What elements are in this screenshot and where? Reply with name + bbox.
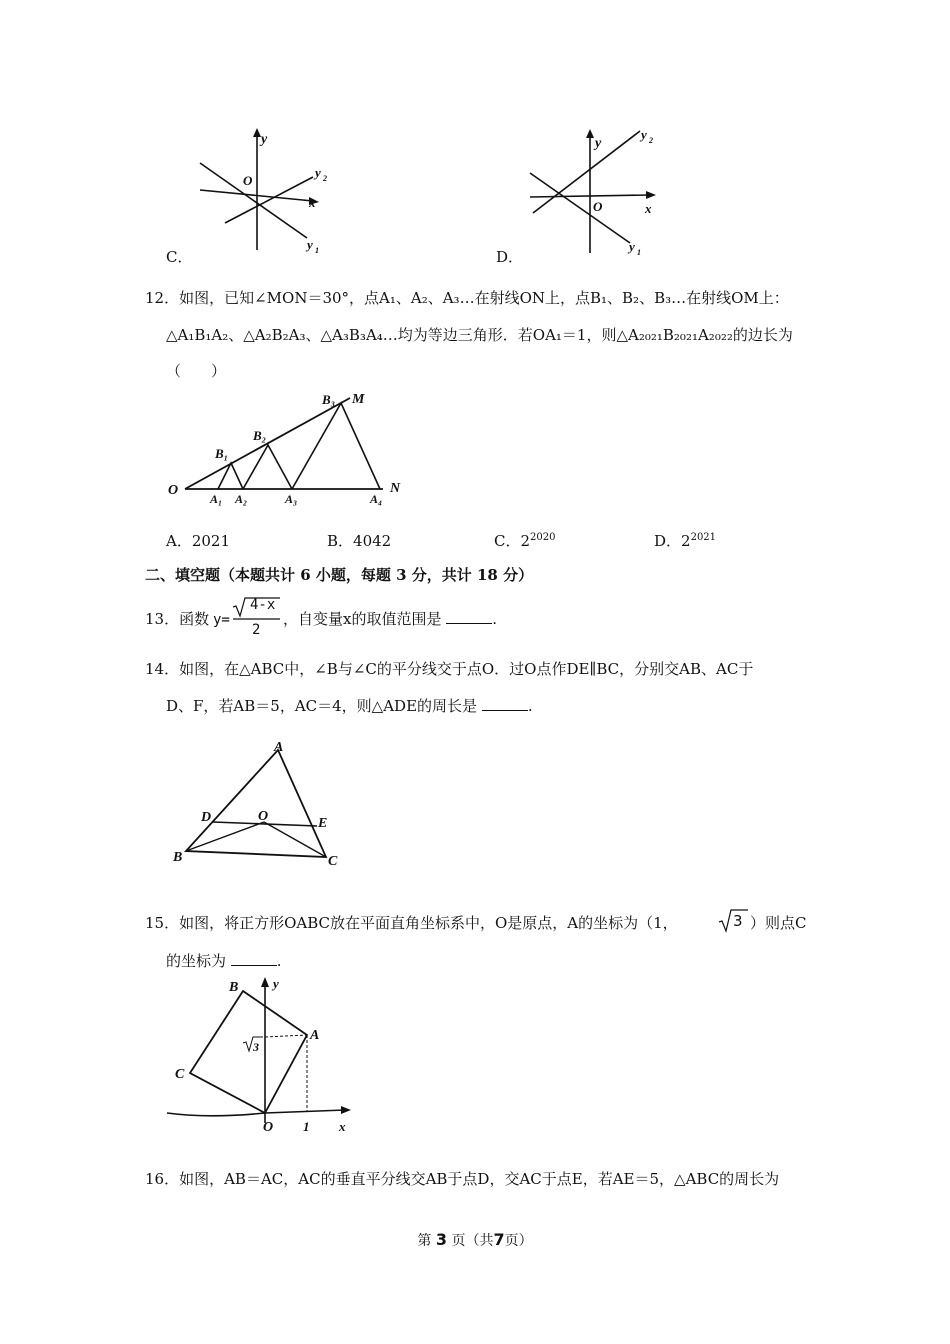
q16-number: 16． (145, 1170, 180, 1188)
q12-figure (165, 388, 415, 513)
q15-text-line2: 的坐标为 (166, 952, 227, 970)
label-one: 1 (303, 1119, 310, 1134)
q13-suffix-group (283, 608, 497, 629)
axis-y-label: y (595, 136, 602, 151)
label-B: B (229, 980, 239, 995)
q15-line1 (145, 912, 678, 933)
q13-answer-blank[interactable] (446, 611, 492, 624)
q14-text-line1: 如图，在△ABC中，∠B与∠C的平分线交于点O．过O点作DE∥BC，分别交AB、AC于 (179, 660, 754, 678)
q11-figure-d (525, 125, 675, 260)
q12-text-line1: 如图，已知∠MON＝30°，点A₁、A₂、A₃…在射线ON上，点B₁、B₂、B₃…在射线OM上： (179, 289, 789, 307)
choice-c-exponent: 2020 (530, 532, 556, 543)
label-O: O (258, 809, 269, 824)
q14-answer-blank[interactable] (482, 698, 528, 711)
y1-label: y (307, 237, 313, 252)
q12-line2: △A₁B₁A₂、△A₂B₂A₃、△A₃B₃A₄…均为等边三角形．若OA₁＝1，则△A₂₀₂₁B₂₀₂₁A₂₀₂₂的边长为 (166, 326, 793, 344)
label-B2: B₂ (253, 428, 267, 443)
axis-x-label: x (309, 195, 316, 210)
choice-d-exponent: 2021 (690, 532, 717, 543)
y1-subscript: 1 (315, 246, 319, 255)
label-A2: A₂ (235, 492, 248, 506)
q12-choice-d[interactable] (654, 530, 716, 551)
q14-line2 (166, 695, 533, 716)
q11-figure-c (195, 125, 345, 260)
label-C: C (175, 1067, 185, 1082)
label-M: M (352, 392, 365, 407)
q16-text-line1: 如图，AB＝AC，AC的垂直平分线交AB于点D，交AC于点E，若AE＝5，△ABC的周长为 (179, 1170, 780, 1188)
axis-y-label: y (261, 132, 268, 147)
q12-choice-b[interactable]: B．4042 (327, 532, 392, 550)
origin-label: O (593, 199, 603, 214)
label-D: D (201, 810, 212, 825)
q15-text-line1: 如图，将正方形OABC放在平面直角坐标系中，O是原点，A的坐标为（1， (179, 914, 678, 932)
label-root3: 3 (253, 1040, 259, 1054)
label-y: y (273, 976, 279, 991)
q13-denominator: 2 (252, 622, 261, 638)
label-A1: A₁ (210, 492, 223, 506)
label-N: N (390, 481, 401, 496)
label-x: x (339, 1119, 346, 1134)
label-O: O (263, 1120, 274, 1135)
axis-x-label: x (645, 201, 652, 216)
footer-pre: 第 (417, 1233, 432, 1249)
footer-total-pages: 7 (493, 1230, 505, 1249)
section2-heading: 二、填空题（本题共计 6 小题，每题 3 分，共计 18 分） (145, 566, 534, 584)
footer-mid: 页（共 (451, 1233, 494, 1249)
y1-subscript: 1 (637, 248, 641, 257)
q15-sqrt3-value: 3 (733, 912, 743, 930)
q13-number-prefix (145, 608, 209, 629)
q11-option-c-label: C． (166, 248, 193, 266)
label-E: E (318, 816, 328, 831)
y2-subscript: 2 (323, 174, 327, 183)
q15-line2 (166, 950, 282, 971)
y2-subscript: 2 (649, 136, 653, 145)
q14-line1 (145, 658, 753, 679)
label-B3: B₃ (322, 392, 336, 407)
choice-d-base: D．2 (654, 532, 691, 550)
origin-label: O (243, 173, 253, 188)
q13-suffix: ，自变量x的取值范围是 (283, 610, 442, 628)
q13-number: 13． (145, 610, 180, 628)
label-A: A (274, 740, 284, 755)
choice-c-base: C．2 (494, 532, 531, 550)
label-C: C (328, 854, 338, 869)
q14-end: . (527, 697, 533, 715)
q12-number: 12． (145, 289, 180, 307)
y2-label: y (315, 165, 321, 180)
page-footer (0, 1230, 950, 1250)
q12-choice-a[interactable]: A．2021 (166, 532, 231, 550)
q12-choice-c[interactable] (494, 530, 555, 551)
q13-prefix: 函数 (179, 610, 210, 628)
q14-text-line2: D、F，若AB＝5，AC＝4，则△ADE的周长是 (166, 697, 478, 715)
q13-y-eq: y= (213, 612, 230, 628)
label-A3: A₃ (285, 492, 298, 506)
q11-option-d-label: D． (496, 248, 524, 266)
footer-page-number: 3 (435, 1230, 447, 1249)
q15-line1-end: ）则点C (750, 914, 807, 932)
q12-paren: （ ） (166, 362, 227, 380)
q15-end: . (276, 952, 282, 970)
q13-end: . (492, 610, 498, 628)
q13-radicand: 4-x (250, 597, 276, 613)
q14-figure (168, 735, 358, 875)
y2-label: y (641, 127, 647, 142)
label-A4: A₄ (370, 492, 383, 506)
q15-figure (165, 973, 365, 1143)
label-A: A (310, 1028, 320, 1043)
footer-post: 页） (504, 1233, 533, 1249)
q15-number: 15． (145, 914, 180, 932)
label-B: B (173, 850, 183, 865)
q15-answer-blank[interactable] (231, 953, 277, 966)
q16-line1 (145, 1168, 779, 1189)
label-B1: B₁ (215, 446, 229, 461)
label-O: O (168, 483, 179, 498)
y1-label: y (629, 239, 635, 254)
q14-number: 14． (145, 660, 180, 678)
q12-line1 (145, 287, 789, 308)
